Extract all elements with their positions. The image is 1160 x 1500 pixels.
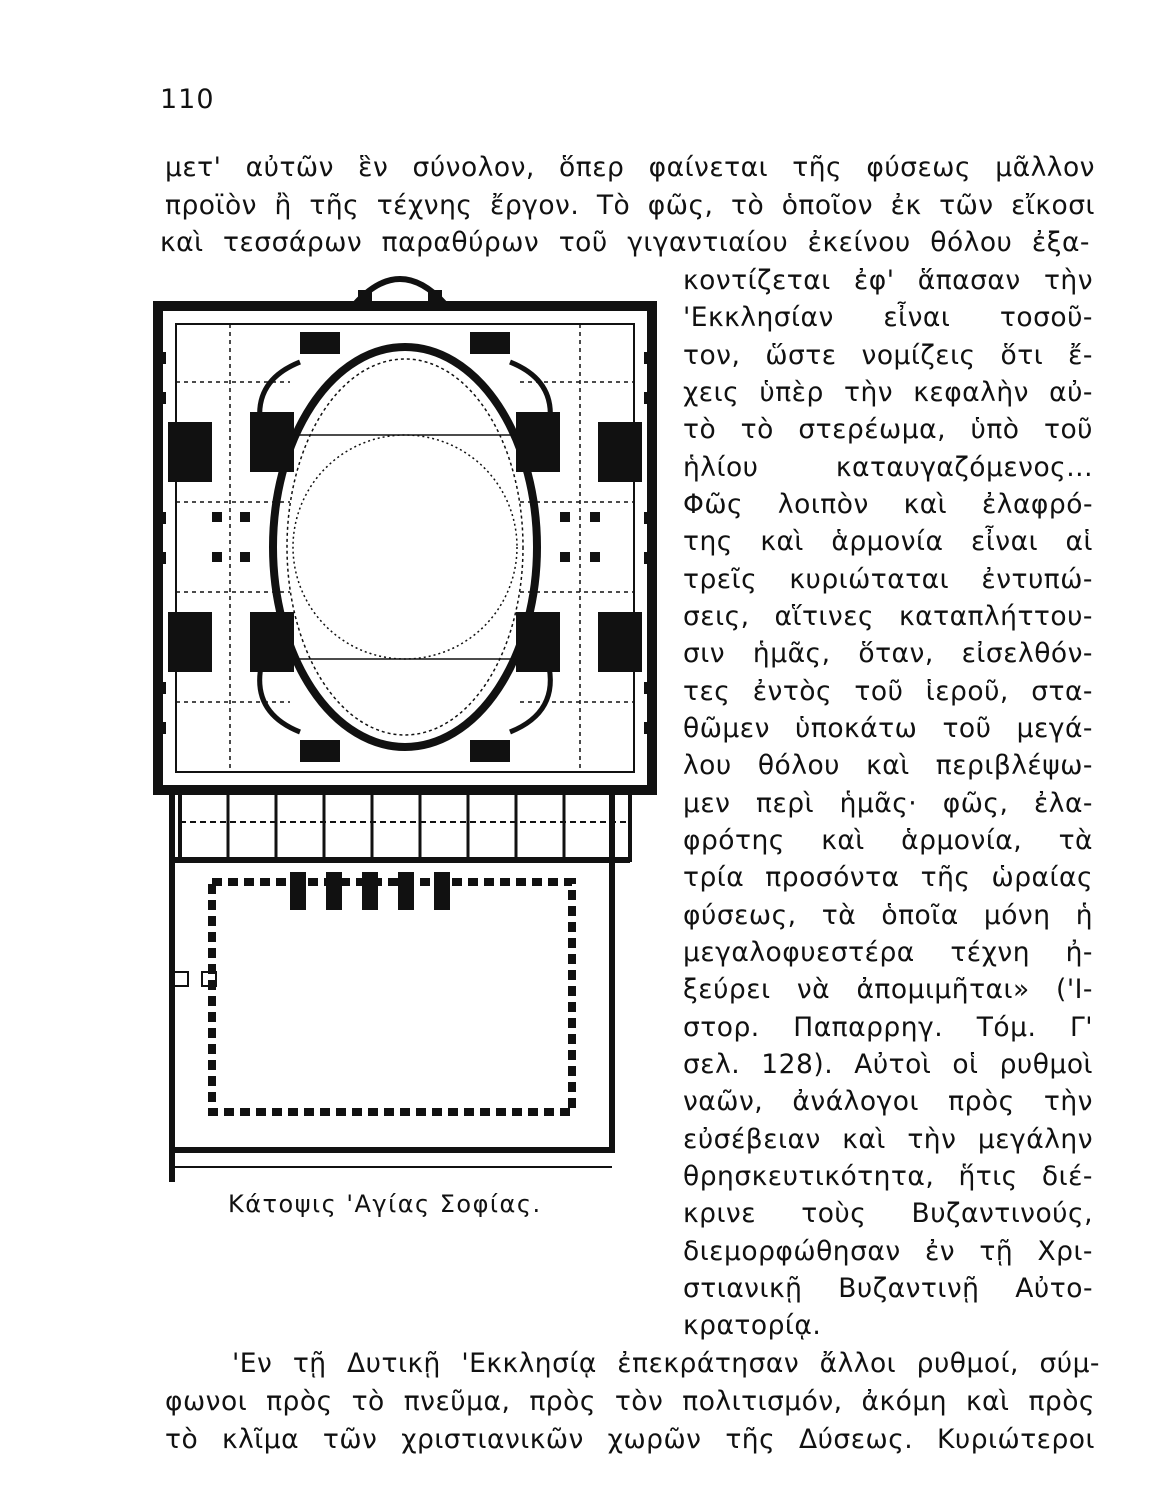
text-line: θῶμεν ὑποκάτω τοῦ μεγά-	[683, 713, 1093, 744]
text-line: φρότης καὶ ἁρμονία, τὰ	[683, 825, 1093, 856]
text-line: σεις, αἵτινες καταπλήττου-	[683, 601, 1093, 632]
floor-plan-figure	[150, 262, 660, 1182]
text-line: μεν περὶ ἡμᾶς· φῶς, ἐλα-	[683, 788, 1093, 819]
text-line: τον, ὥστε νομίζεις ὅτι ἔ-	[683, 340, 1093, 371]
outer-walls	[158, 306, 652, 790]
page-number: 110	[160, 84, 215, 115]
text-line: στιανικῇ Βυζαντινῇ Αὐτο-	[683, 1273, 1093, 1304]
central-nave	[273, 347, 537, 747]
text-line: ξεύρει νὰ ἀπομιμῆται» ('Ι-	[683, 974, 1093, 1005]
main-piers	[168, 332, 642, 762]
text-line: της καὶ ἁρμονία εἶναι αἱ	[683, 526, 1093, 557]
text-line: φύσεως, τὰ ὁποῖα μόνη ἡ	[683, 900, 1093, 931]
lower-side-walls	[172, 790, 612, 862]
narthex-bays	[228, 792, 612, 858]
text-line: χεις ὑπὲρ τὴν κεφαλὴν αὐ-	[683, 377, 1093, 408]
text-line: τὸ τὸ στερέωμα, ὑπὸ τοῦ	[683, 414, 1093, 445]
text-line: τὸ κλῖμα τῶν χριστιανικῶν χωρῶν τῆς Δύσεως. Κυριώτεροι	[165, 1424, 1095, 1455]
text-line: σιν ἡμᾶς, ὅταν, εἰσελθόν-	[683, 638, 1093, 669]
text-line: 'Εκκλησίαν εἶναι τοσοῦ-	[683, 302, 1093, 333]
text-line: διεμορφώθησαν ἐν τῇ Χρι-	[683, 1236, 1093, 1267]
atrium	[172, 860, 612, 1182]
text-line: τρεῖς κυριώταται ἐντυπώ-	[683, 564, 1093, 595]
text-line: τες ἐντὸς τοῦ ἱεροῦ, στα-	[683, 676, 1093, 707]
text-line: κοντίζεται ἐφ' ἅπασαν τὴν	[683, 265, 1093, 296]
atrium-piers	[290, 872, 450, 910]
text-line: 'Εν τῇ Δυτικῇ 'Εκκλησίᾳ ἐπεκράτησαν ἄλλοι ρυθμοί, σύμ-	[232, 1348, 1100, 1379]
text-line: θρησκευτικότητα, ἥτις διέ-	[683, 1161, 1093, 1192]
text-line: φωνοι πρὸς τὸ πνεῦμα, πρὸς τὸν πολιτισμόν, ἀκόμη καὶ πρὸς	[165, 1386, 1095, 1417]
text-line: ἡλίου καταυγαζόμενος...	[683, 452, 1093, 483]
text-line: εὐσέβειαν καὶ τὴν μεγάλην	[683, 1124, 1093, 1155]
text-line: λου θόλου καὶ περιβλέψω-	[683, 750, 1093, 781]
text-line: κρατορίᾳ.	[683, 1310, 822, 1341]
text-line: Φῶς λοιπὸν καὶ ἐλαφρό-	[683, 489, 1093, 520]
text-line: τρία προσόντα τῆς ὡραίας	[683, 862, 1093, 893]
text-line: μεγαλοφυεστέρα τέχνη ἠ-	[683, 937, 1093, 968]
text-line: ναῶν, ἀνάλογοι πρὸς τὴν	[683, 1086, 1093, 1117]
text-line: μετ' αὐτῶν ἓν σύνολον, ὅπερ φαίνεται τῆς φύσεως μᾶλλον	[165, 152, 1095, 183]
aisle-grid	[176, 324, 634, 772]
text-line: προϊὸν ἢ τῆς τέχνης ἔργον. Τὸ φῶς, τὸ ὁποῖον ἐκ τῶν εἴκοσι	[165, 190, 1095, 221]
text-line: κρινε τοὺς Βυζαντινούς,	[683, 1198, 1093, 1229]
text-line: σελ. 128). Αὐτοὶ οἱ ρυθμοὶ	[683, 1049, 1093, 1080]
figure-caption: Κάτοψις 'Αγίας Σοφίας.	[228, 1190, 542, 1218]
text-line: στορ. Παπαρρηγ. Τόμ. Γ'	[683, 1012, 1093, 1043]
text-line: καὶ τεσσάρων παραθύρων τοῦ γιγαντιαίου ἐκείνου θόλου ἐξα-	[160, 227, 1090, 258]
